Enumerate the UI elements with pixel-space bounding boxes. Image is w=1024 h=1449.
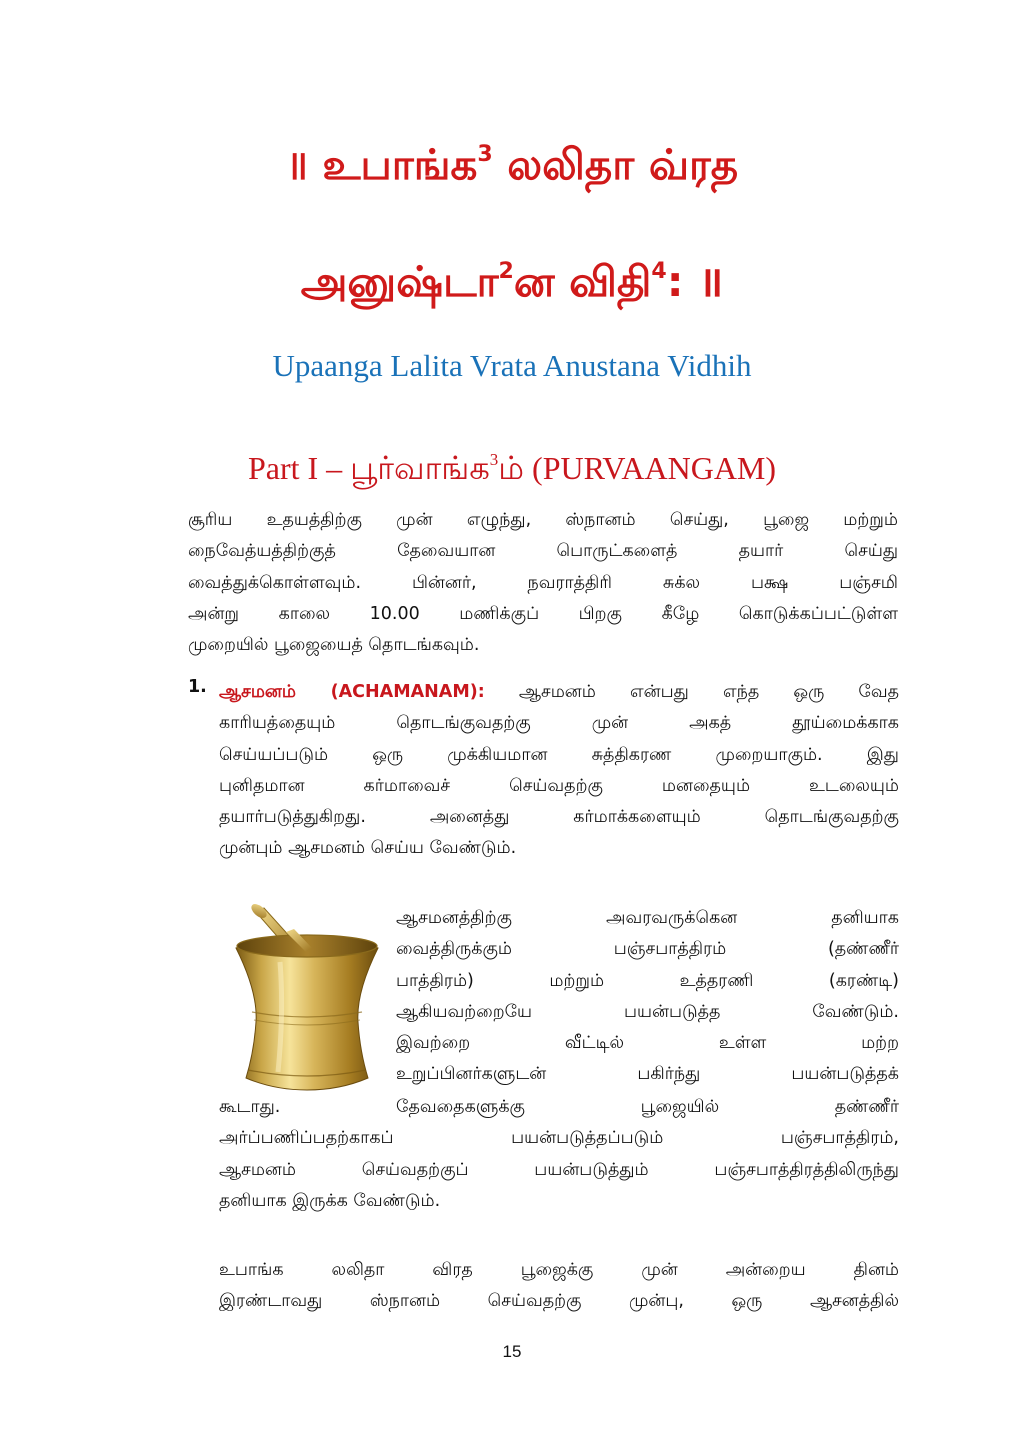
paragraph-line: ஆசமனம் செய்வதற்குப் பயன்படுத்தும் பஞ்சபாத்திரத்திலிருந்து	[219, 1159, 899, 1180]
page-number: 15	[502, 1342, 522, 1361]
list-item-number: 1.	[188, 677, 207, 697]
title-line2-suffix: : ॥	[666, 257, 724, 306]
paragraph-line: தயார்படுத்துகிறது. அனைத்து கர்மாக்களையும் தொடங்குவதற்கு	[219, 807, 899, 828]
title-line2-sup1: 2	[498, 259, 514, 284]
paragraph-line: முறையில் பூஜையைத் தொடங்கவும்.	[188, 635, 480, 656]
item-term: ஆசமனம் (ACHAMANAM):	[219, 682, 485, 702]
paragraph-line: பாத்திரம்) மற்றும் உத்தரணி (கரண்டி)	[396, 970, 899, 991]
paragraph-line: உபாங்க லலிதா விரத பூஜைக்கு முன் அன்றைய தினம்	[219, 1260, 899, 1280]
page-title-line-1	[0, 140, 1024, 195]
paragraph-line: இரண்டாவது ஸ்நானம் செய்வதற்கு முன்பு, ஒரு ஆசனத்தில்	[219, 1291, 899, 1312]
paragraph-line: ஆசமனத்திற்கு அவரவருக்கென தனியாக	[396, 908, 899, 928]
paragraph-line: தனியாக இருக்க வேண்டும்.	[219, 1190, 441, 1211]
paragraph-line	[219, 677, 899, 708]
title-line2-prefix: அனுஷ்டா	[300, 257, 499, 306]
image-paragraph	[396, 903, 899, 1091]
section-heading-suffix: ம் (PURVAANGAM)	[498, 450, 777, 486]
title-line2-sup2: 4	[651, 259, 667, 284]
page-subtitle: Upaanga Lalita Vrata Anustana Vidhih	[272, 348, 752, 383]
title-line1-suffix: லலிதா வ்ரத	[492, 140, 739, 189]
section-heading-sup: 3	[489, 450, 499, 469]
paragraph-line: கூடாது. தேவதைகளுக்கு பூஜையில் தண்ணீர்	[219, 1097, 899, 1117]
image-paragraph-continuation	[219, 1092, 899, 1217]
paragraph-line: சூரிய உதயத்திற்கு முன் எழுந்து, ஸ்நானம் செய்து, பூஜை மற்றும்	[188, 510, 898, 530]
item-first-line-rest: ஆசமனம் என்பது எந்த ஒரு வேத	[484, 682, 899, 702]
final-paragraph	[219, 1255, 899, 1318]
paragraph-line: காரியத்தையும் தொடங்குவதற்கு முன் அகத் தூய்மைக்காக	[219, 713, 899, 734]
paragraph-line: புனிதமான கர்மாவைச் செய்வதற்கு மனதையும் உடலையும்	[219, 775, 899, 796]
list-item-achamanam	[219, 677, 899, 865]
paragraph-line: நைவேத்யத்திற்குத் தேவையான பொருட்களைத் தயார் செய்து	[188, 541, 898, 562]
title-line1-sup: 3	[477, 142, 493, 167]
paragraph-line: வைத்துக்கொள்ளவும். பின்னர், நவராத்திரி சுக்ல பக்ஷ பஞ்சமி	[188, 572, 898, 593]
paragraph-line: முன்பும் ஆசமனம் செய்ய வேண்டும்.	[219, 838, 517, 859]
section-heading-prefix: Part I – பூர்வாங்க	[247, 450, 490, 486]
paragraph-line: செய்யப்படும் ஒரு முக்கியமான சுத்திகரண முறையாகும். இது	[219, 744, 899, 765]
title-line1-prefix: ॥ உபாங்க	[285, 140, 478, 189]
paragraph-line: அர்ப்பணிப்பதற்காகப் பயன்படுத்தப்படும் பஞ்சபாத்திரம்,	[219, 1128, 899, 1149]
paragraph-line: அன்று காலை 10.00 மணிக்குப் பிறகு கீழே கொடுக்கப்பட்டுள்ள	[188, 603, 898, 624]
panchapatra-vessel-image	[228, 902, 386, 1096]
page-title-line-2	[0, 252, 1024, 312]
intro-paragraph	[188, 505, 898, 661]
paragraph-line: வைத்திருக்கும் பஞ்சபாத்திரம் (தண்ணீர்	[396, 939, 899, 960]
paragraph-line: ஆகியவற்றையே பயன்படுத்த வேண்டும்.	[396, 1001, 899, 1022]
section-heading	[0, 450, 1024, 491]
paragraph-line: உறுப்பினர்களுடன் பகிர்ந்து பயன்படுத்தக்	[396, 1064, 899, 1085]
title-line2-mid: ன விதி	[513, 257, 652, 306]
paragraph-line: இவற்றை வீட்டில் உள்ள மற்ற	[396, 1033, 899, 1054]
